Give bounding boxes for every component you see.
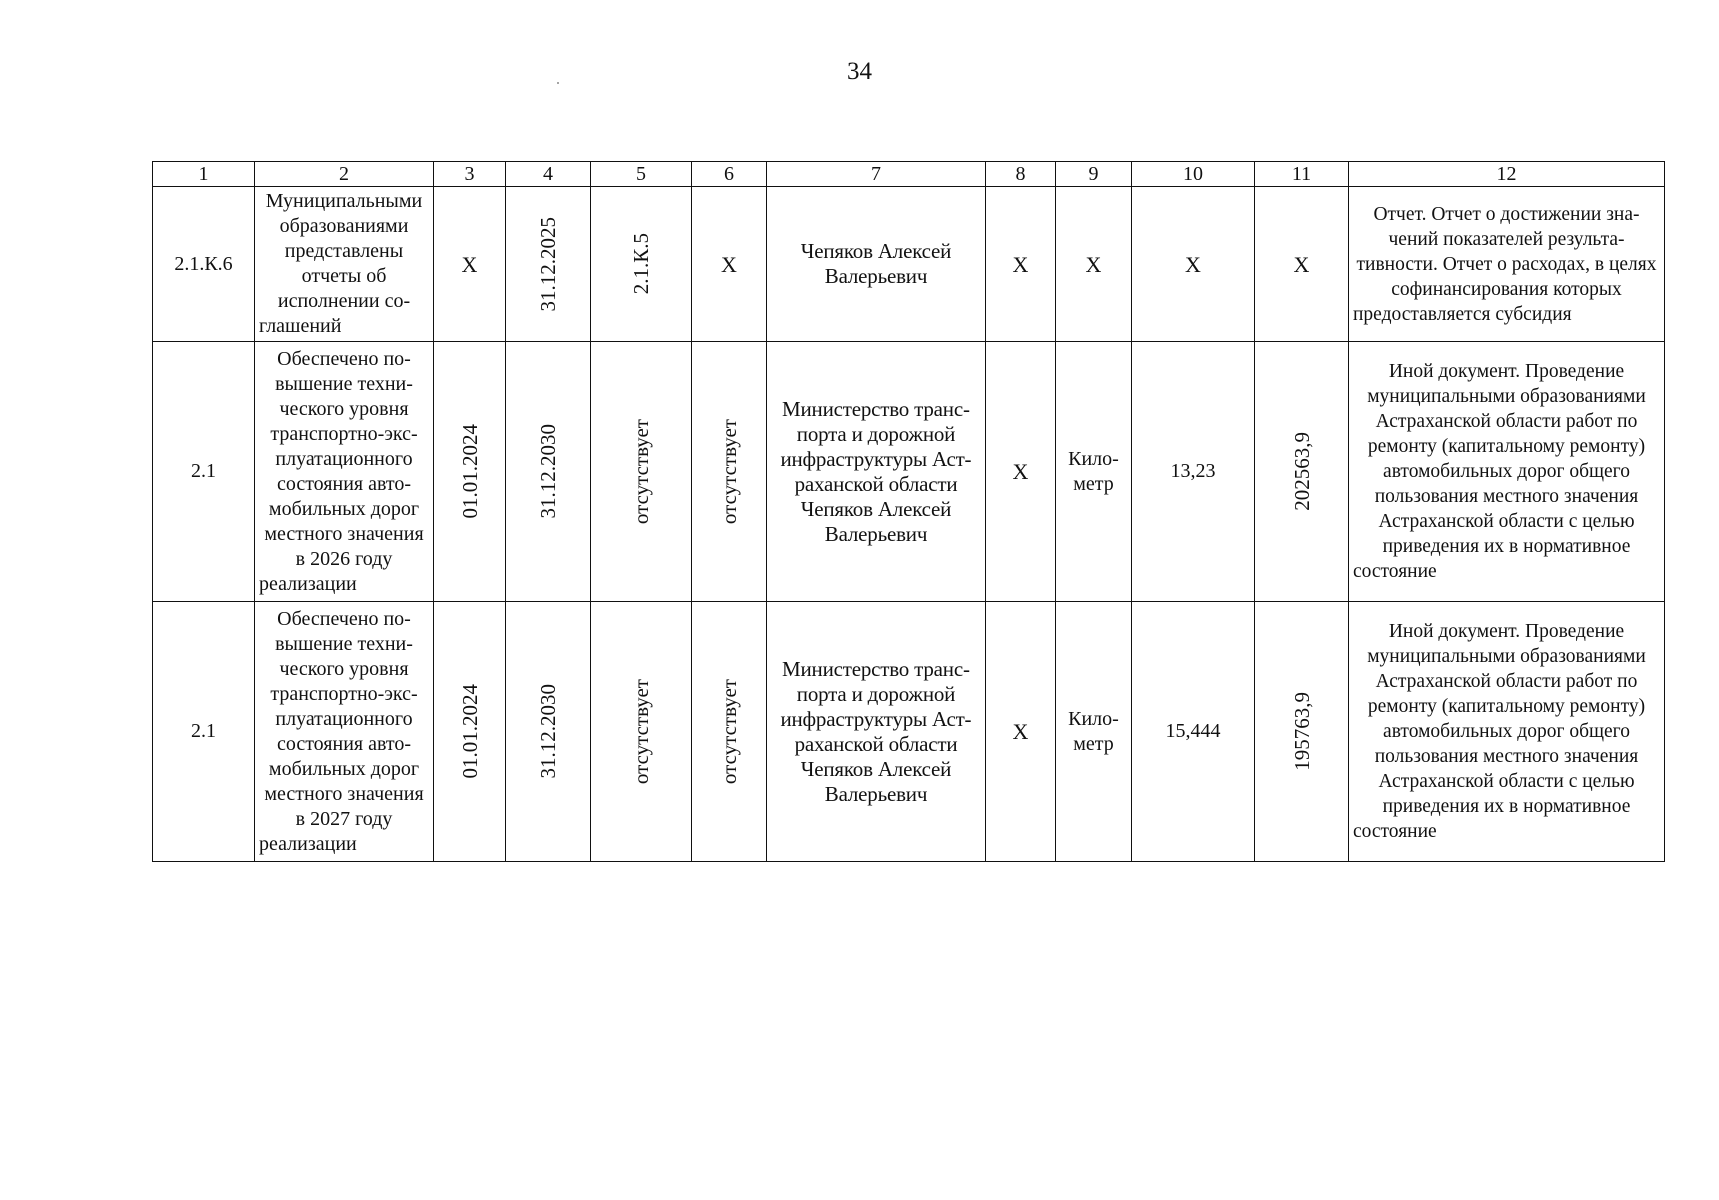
responsible-cell: Министерство транспорта и дорожной инфраструктуры Астраханской области Чепяков Алексей Валерьевич bbox=[767, 342, 986, 602]
results-table bbox=[152, 161, 1665, 862]
table-row bbox=[153, 342, 1665, 602]
predecessor-text: отсутствует bbox=[629, 418, 653, 525]
header-cell-4: 4 bbox=[506, 162, 591, 187]
amount-cell bbox=[1255, 602, 1349, 862]
start-date-text: 01.01.2024 bbox=[457, 424, 482, 519]
end-date-cell bbox=[506, 342, 591, 602]
end-date-text: 31.12.2030 bbox=[536, 684, 560, 779]
header-cell-7: 7 bbox=[767, 162, 986, 187]
responsible-cell: Министерство транспорта и дорожной инфраструктуры Астраханской области Чепяков Алексей Валерьевич bbox=[767, 602, 986, 862]
column-8-cell: Х bbox=[986, 602, 1056, 862]
value-cell: 15,444 bbox=[1132, 602, 1255, 862]
predecessor-cell bbox=[591, 187, 692, 342]
column-8-cell: Х bbox=[986, 187, 1056, 342]
table-row bbox=[153, 187, 1665, 342]
start-date-cell bbox=[434, 602, 506, 862]
header-cell-5: 5 bbox=[591, 162, 692, 187]
header-cell-9: 9 bbox=[1056, 162, 1132, 187]
value-cell: Х bbox=[1132, 187, 1255, 342]
successor-cell bbox=[692, 602, 767, 862]
predecessor-cell bbox=[591, 342, 692, 602]
row-id-cell: 2.1.К.6 bbox=[153, 187, 255, 342]
amount-text: 195763,9 bbox=[1289, 692, 1314, 771]
unit-cell: Километр bbox=[1056, 342, 1132, 602]
header-cell-8: 8 bbox=[986, 162, 1056, 187]
row-id-cell: 2.1 bbox=[153, 602, 255, 862]
responsible-cell: Чепяков Алексей Валерьевич bbox=[767, 187, 986, 342]
description-cell: Муниципальными образованиями представлены отчеты об исполнении соглашений bbox=[255, 187, 434, 342]
document-cell: Иной документ. Проведение муниципальными образованиями Астраханской области работ по ремонту (капитальному ремонту) автомобильных дорог общего пользования местного значения Астраханской области с целью приведения их в нормативное состояние bbox=[1349, 602, 1665, 862]
end-date-cell bbox=[506, 602, 591, 862]
unit-cell: Х bbox=[1056, 187, 1132, 342]
row-id-cell: 2.1 bbox=[153, 342, 255, 602]
header-cell-10: 10 bbox=[1132, 162, 1255, 187]
document-cell: Отчет. Отчет о достижении значений показателей результативности. Отчет о расходах, в целях софинансирования которых предоставляется субсидия bbox=[1349, 187, 1665, 342]
successor-cell bbox=[692, 342, 767, 602]
end-date-text: 31.12.2030 bbox=[536, 424, 560, 519]
successor-text: отсутствует bbox=[717, 418, 741, 525]
header-cell-12: 12 bbox=[1349, 162, 1665, 187]
predecessor-text: отсутствует bbox=[629, 678, 653, 785]
unit-cell: Километр bbox=[1056, 602, 1132, 862]
successor-text: отсутствует bbox=[717, 678, 741, 785]
start-date-cell bbox=[434, 342, 506, 602]
table-row bbox=[153, 602, 1665, 862]
page-number: 34 bbox=[847, 58, 872, 85]
successor-cell: Х bbox=[692, 187, 767, 342]
start-date-cell: Х bbox=[434, 187, 506, 342]
value-cell: 13,23 bbox=[1132, 342, 1255, 602]
header-cell-11: 11 bbox=[1255, 162, 1349, 187]
header-cell-3: 3 bbox=[434, 162, 506, 187]
column-8-cell: Х bbox=[986, 342, 1056, 602]
predecessor-cell bbox=[591, 602, 692, 862]
description-cell: Обеспечено повышение технического уровня транспортно-эксплуатационного состояния автомобильных дорог местного значения в 2027 году реализации bbox=[255, 602, 434, 862]
scan-speck bbox=[557, 82, 559, 84]
start-date-text: 01.01.2024 bbox=[457, 684, 482, 779]
description-cell: Обеспечено повышение технического уровня транспортно-эксплуатационного состояния автомобильных дорог местного значения в 2026 году реализации bbox=[255, 342, 434, 602]
header-cell-2: 2 bbox=[255, 162, 434, 187]
document-cell: Иной документ. Проведение муниципальными образованиями Астраханской области работ по ремонту (капитальному ремонту) автомобильных дорог общего пользования местного значения Астраханской области с целью приведения их в нормативное состояние bbox=[1349, 342, 1665, 602]
amount-text: 202563,9 bbox=[1289, 432, 1314, 511]
end-date-cell bbox=[506, 187, 591, 342]
amount-cell bbox=[1255, 342, 1349, 602]
end-date-text: 31.12.2025 bbox=[536, 216, 560, 312]
header-row bbox=[153, 162, 1665, 187]
predecessor-text: 2.1.К.5 bbox=[629, 233, 653, 295]
amount-cell: Х bbox=[1255, 187, 1349, 342]
header-cell-6: 6 bbox=[692, 162, 767, 187]
header-cell-1: 1 bbox=[153, 162, 255, 187]
